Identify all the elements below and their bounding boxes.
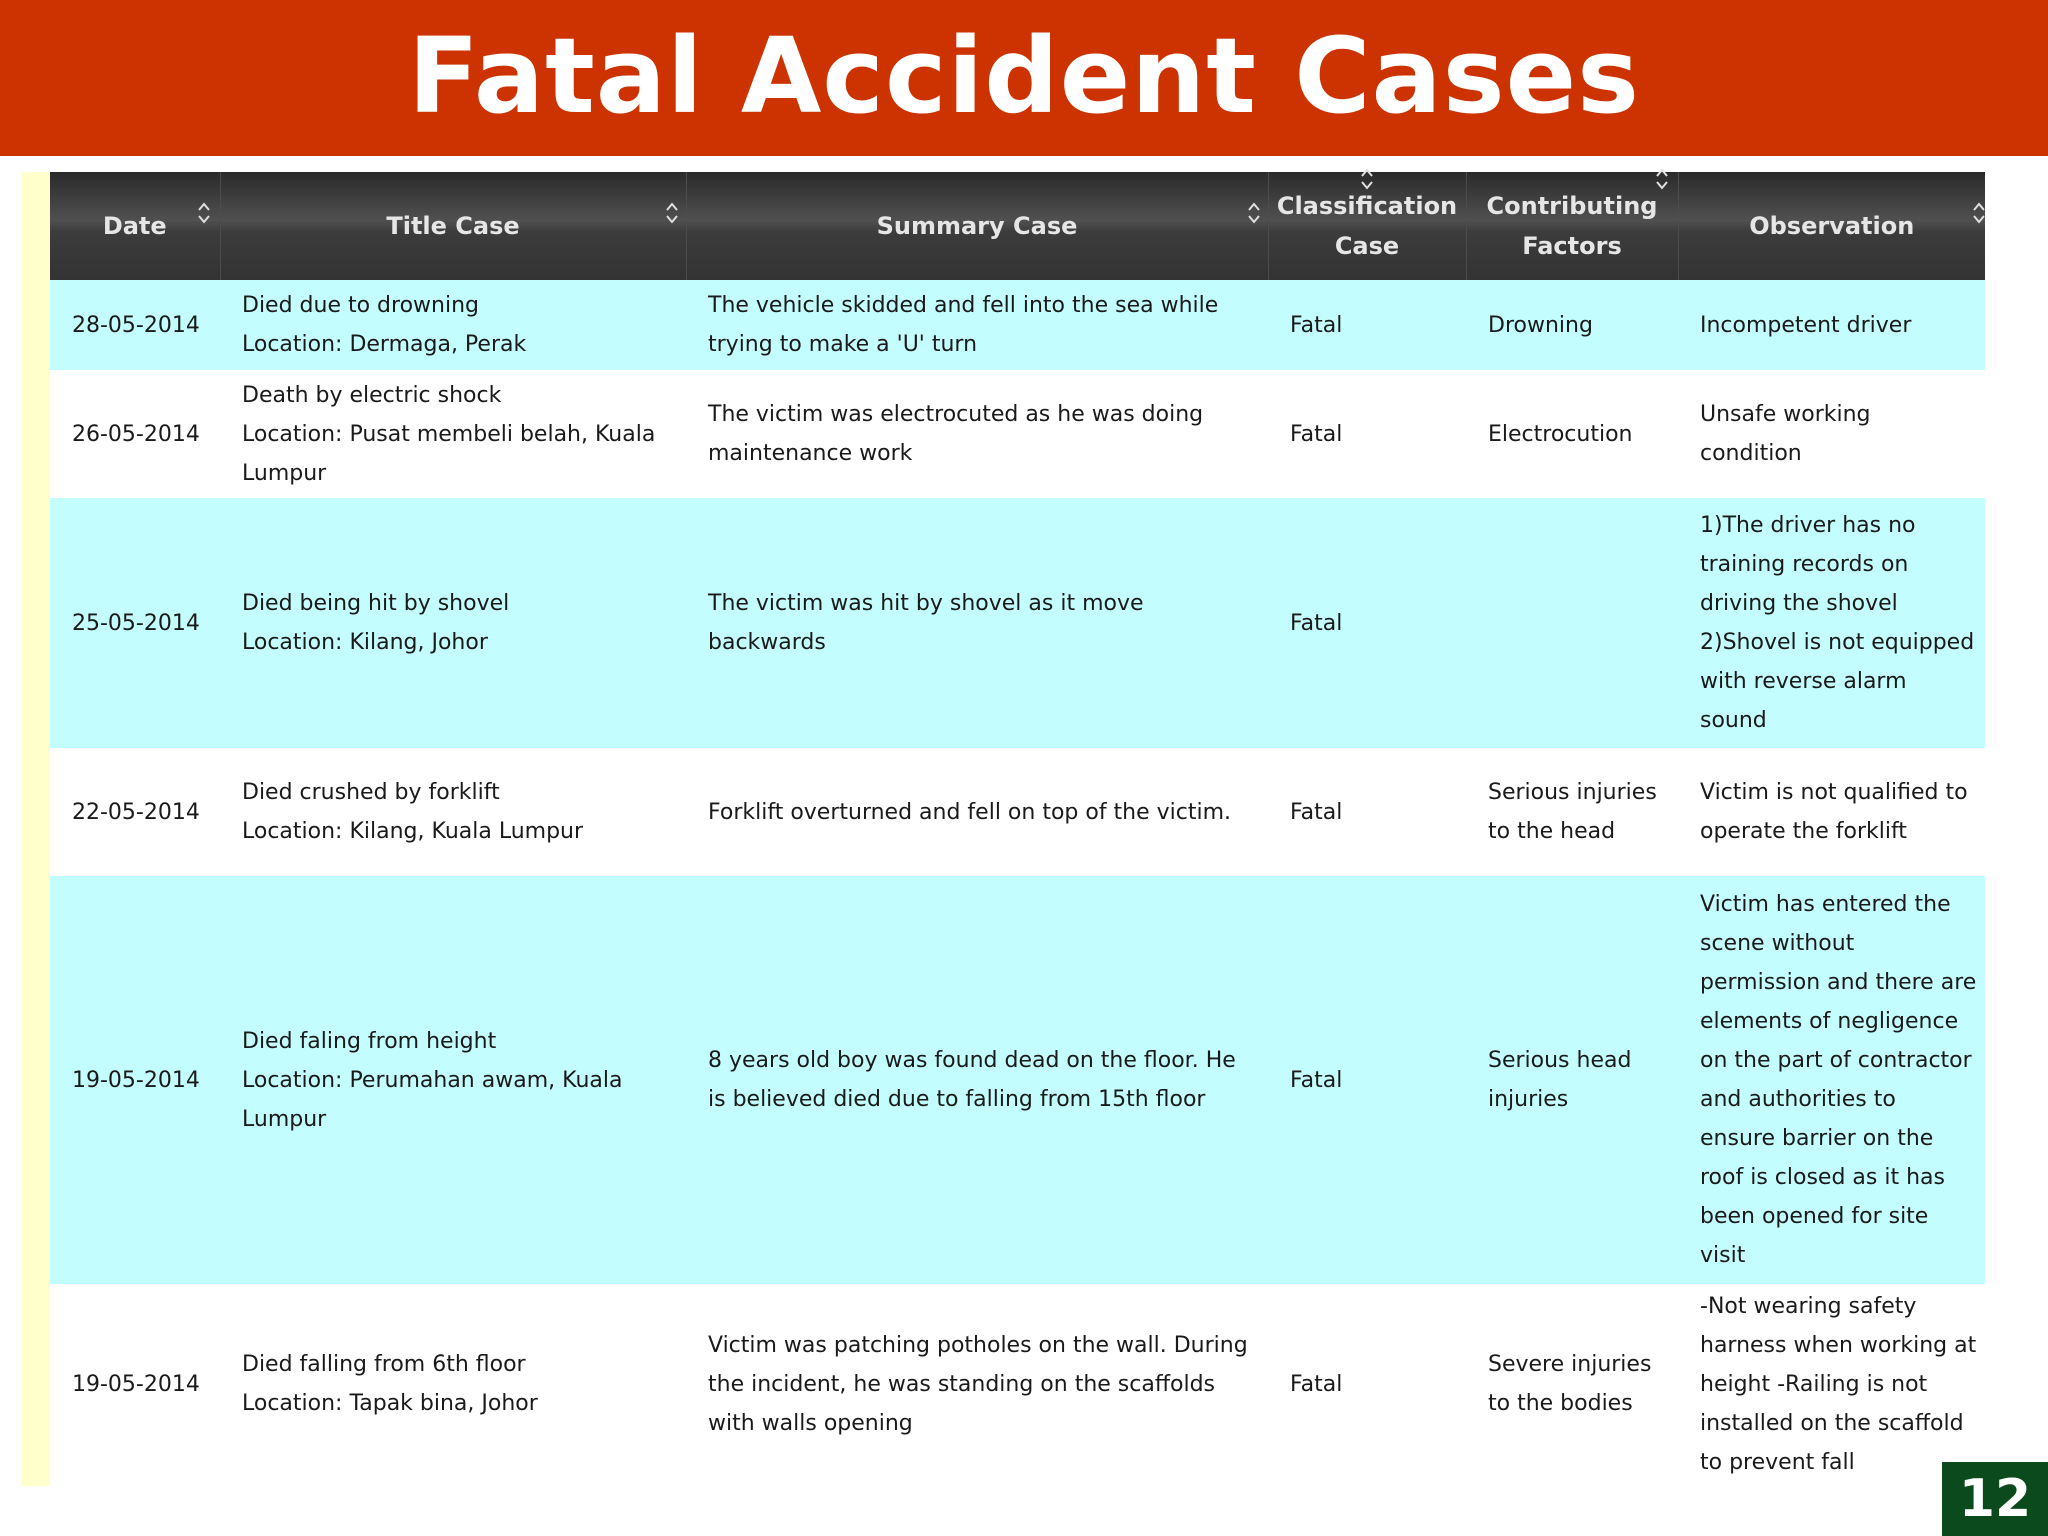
cell-date: 26-05-2014 xyxy=(72,421,200,447)
header-contributing-factors[interactable] xyxy=(1466,172,1678,280)
table-row xyxy=(50,748,1985,876)
cell-factors: Serious head injuries xyxy=(1488,1048,1632,1112)
sort-icon[interactable] xyxy=(1656,168,1668,190)
case-title: Died being hit by shovel xyxy=(242,591,510,616)
case-title: Died crushed by forklift xyxy=(242,780,500,805)
cell-observation: Victim is not qualified to operate the forklift xyxy=(1700,780,1968,844)
case-title: Died faling from height xyxy=(242,1028,497,1054)
cell-summary: The victim was hit by shovel as it move backwards xyxy=(708,591,1144,655)
left-accent-strip xyxy=(22,172,50,1486)
sort-icon[interactable] xyxy=(666,202,678,224)
header-contributing-line-2: Factors xyxy=(1522,232,1622,260)
sort-icon[interactable] xyxy=(1973,202,1985,224)
cell-classification: Fatal xyxy=(1290,1067,1343,1093)
cell-date: 19-05-2014 xyxy=(72,1067,200,1093)
table-row xyxy=(50,1284,1985,1484)
header-date-label: Date xyxy=(102,212,167,240)
table-row xyxy=(50,876,1985,1284)
case-location: Location: Perumahan awam, Kuala Lumpur xyxy=(242,1067,623,1132)
cell-title-case xyxy=(220,748,686,876)
cell-title-case xyxy=(220,498,686,748)
slide-title: Fatal Accident Cases xyxy=(407,15,1641,137)
cell-factors xyxy=(1466,498,1678,748)
header-summary-case-label: Summary Case xyxy=(876,212,1078,240)
cell-factors: Severe injuries to the bodies xyxy=(1488,1352,1652,1416)
cell-date: 25-05-2014 xyxy=(72,610,200,636)
case-location: Location: Tapak bina, Johor xyxy=(242,1391,538,1416)
cell-title-case xyxy=(220,876,686,1284)
cell-observation: Unsafe working condition xyxy=(1700,402,1871,466)
case-location: Location: Kilang, Kuala Lumpur xyxy=(242,819,584,844)
title-bar xyxy=(0,0,2048,156)
cases-table xyxy=(50,172,1985,1484)
cell-date: 19-05-2014 xyxy=(72,1371,200,1397)
case-location: Location: Dermaga, Perak xyxy=(242,332,527,357)
sort-icon[interactable] xyxy=(1248,202,1260,224)
header-observation-label: Observation xyxy=(1749,212,1915,240)
cell-classification: Fatal xyxy=(1290,1371,1343,1397)
table-row xyxy=(50,280,1985,370)
cell-title-case xyxy=(220,370,686,498)
cell-summary: Forklift overturned and fell on top of the victim. xyxy=(708,799,1232,825)
cell-classification: Fatal xyxy=(1290,610,1343,636)
cell-observation: 1)The driver has no training records on driving the shovel 2)Shovel is not equipped with reverse alarm sound xyxy=(1700,513,1975,733)
case-title: Died falling from 6th floor xyxy=(242,1352,526,1377)
case-title: Death by electric shock xyxy=(242,382,502,408)
cell-classification: Fatal xyxy=(1290,421,1343,447)
cell-date: 28-05-2014 xyxy=(72,312,200,338)
cell-observation: Victim has entered the scene without permission and there are elements of negligence on the part of contractor and authorities to ensure barrier on the roof is closed as it has been opened for site visit xyxy=(1700,892,1977,1268)
cell-classification: Fatal xyxy=(1290,799,1343,825)
cell-observation: -Not wearing safety harness when working at height -Railing is not installed on the scaffold to prevent fall xyxy=(1700,1293,1977,1475)
header-date[interactable] xyxy=(50,172,220,280)
table-row xyxy=(50,370,1985,498)
cell-summary: The vehicle skidded and fell into the sea while trying to make a 'U' turn xyxy=(708,293,1219,357)
header-classification-line-2: Case xyxy=(1334,232,1400,260)
header-classification-case[interactable] xyxy=(1268,172,1466,280)
header-classification-line-1: Classification xyxy=(1276,192,1458,220)
fatal-accident-table xyxy=(50,172,1985,1484)
sort-icon[interactable] xyxy=(1361,168,1373,190)
sort-icon[interactable] xyxy=(198,202,210,224)
cell-date: 22-05-2014 xyxy=(72,799,200,825)
case-title: Died due to drowning xyxy=(242,293,480,318)
cell-factors: Drowning xyxy=(1488,312,1593,338)
case-location: Location: Pusat membeli belah, Kuala Lumpur xyxy=(242,421,656,486)
case-location: Location: Kilang, Johor xyxy=(242,630,488,655)
header-observation[interactable] xyxy=(1678,172,1985,280)
header-contributing-line-1: Contributing xyxy=(1486,192,1658,220)
page-number-badge: 12 xyxy=(1942,1462,2048,1536)
header-summary-case[interactable] xyxy=(686,172,1268,280)
table-header-row xyxy=(50,172,1985,280)
cell-summary: 8 years old boy was found dead on the floor. He is believed died due to falling from 15th floor xyxy=(708,1048,1236,1112)
cell-factors: Electrocution xyxy=(1488,421,1633,447)
cell-summary: Victim was patching potholes on the wall. During the incident, he was standing on the scaffolds with walls opening xyxy=(708,1332,1248,1436)
cell-classification: Fatal xyxy=(1290,312,1343,338)
header-title-case[interactable] xyxy=(220,172,686,280)
cell-factors: Serious injuries to the head xyxy=(1488,780,1657,844)
cell-summary: The victim was electrocuted as he was doing maintenance work xyxy=(708,402,1204,466)
cell-title-case xyxy=(220,1284,686,1484)
header-title-case-label: Title Case xyxy=(386,212,520,240)
cell-observation: Incompetent driver xyxy=(1700,312,1912,338)
cell-title-case xyxy=(220,280,686,370)
table-row xyxy=(50,498,1985,748)
